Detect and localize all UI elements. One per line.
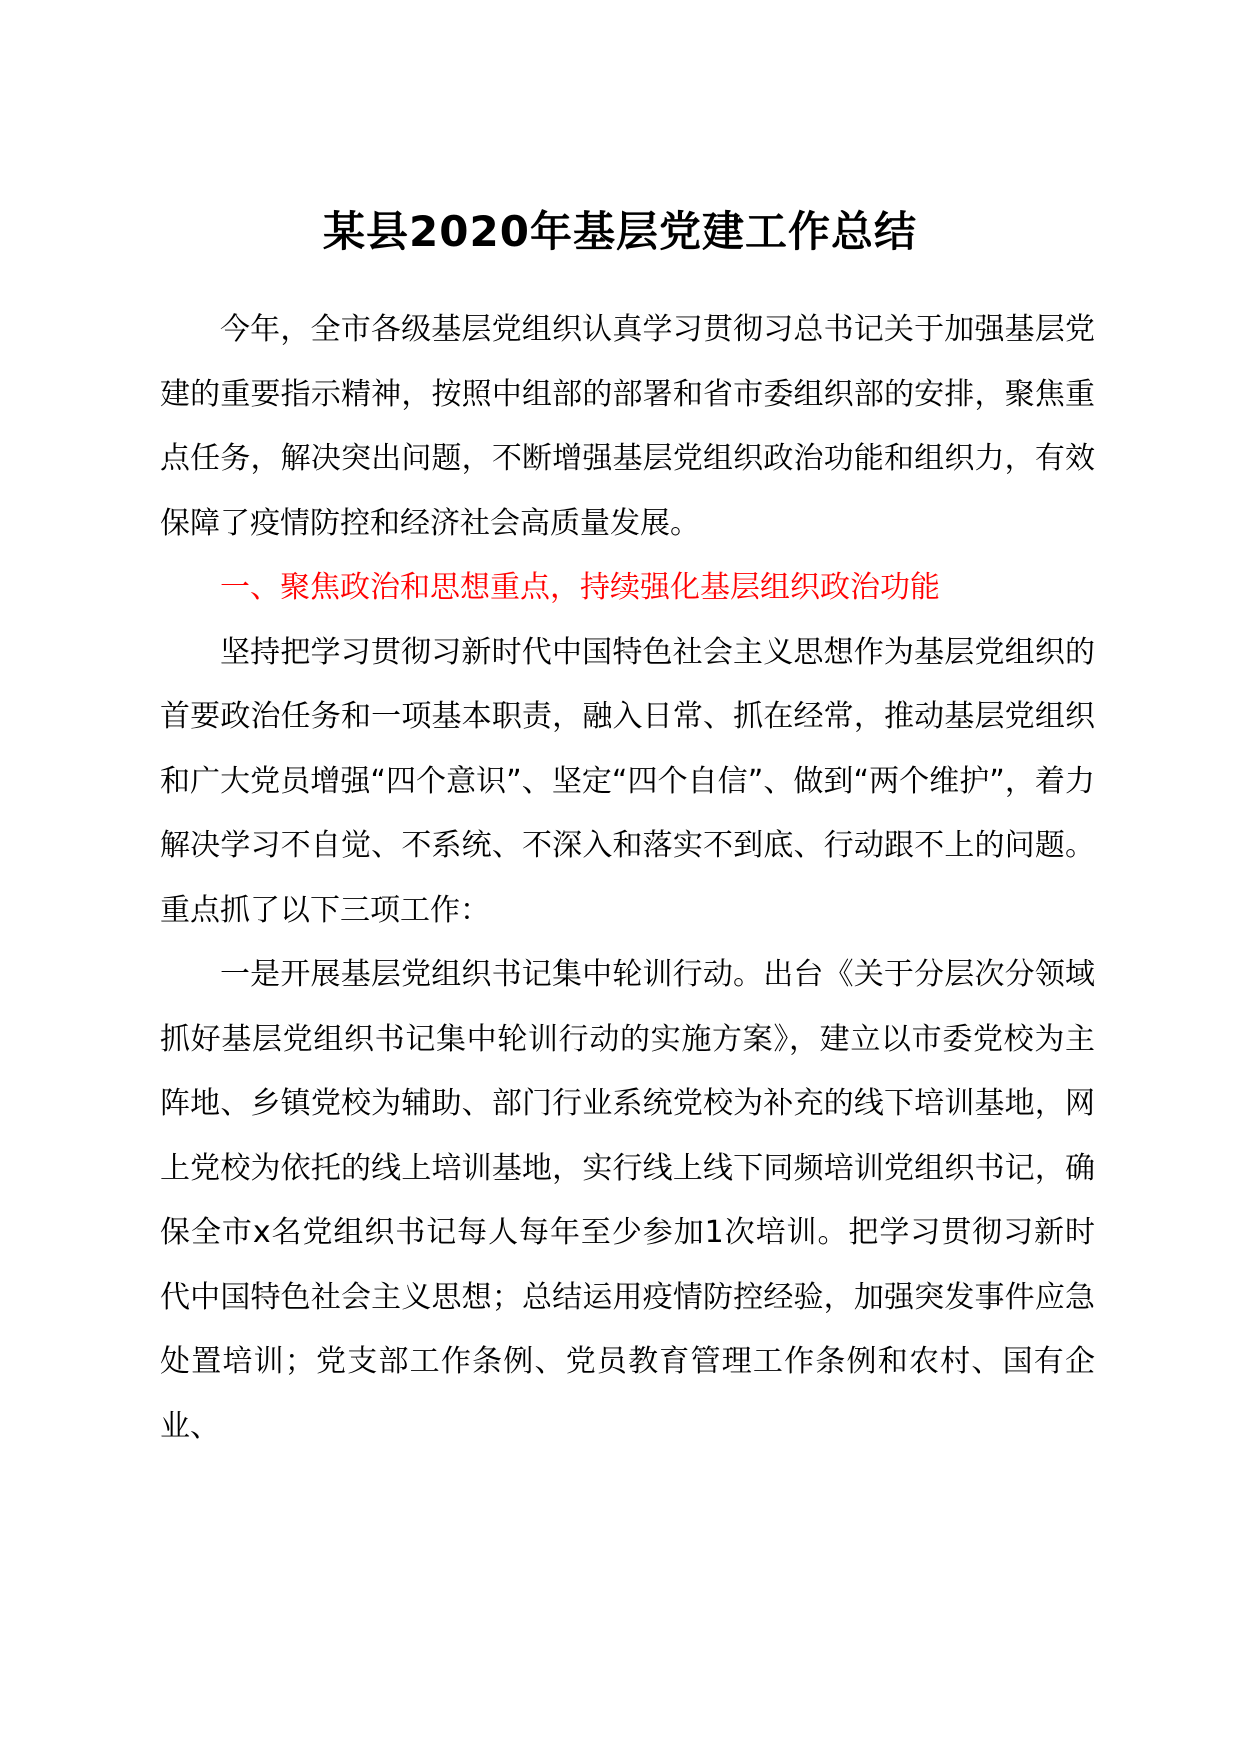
- section-1-paragraph: 坚持把学习贯彻习新时代中国特色社会主义思想作为基层党组织的首要政治任务和一项基本职责，融入日常、抓在经常，推动基层党组织和广大党员增强“四个意识”、坚定“四个自信”、做到“两个维护”，着力解决学习不自觉、不系统、不深入和落实不到底、行动跟不上的问题。重点抓了以下三项工作：: [160, 634, 1095, 928]
- document-body: [160, 298, 1095, 1459]
- document-title: 某县2020年基层党建工作总结: [323, 207, 917, 256]
- section-1-item-1-paragraph: 一是开展基层党组织书记集中轮训行动。出台《关于分层次分领域抓好基层党组织书记集中轮训行动的实施方案》，建立以市委党校为主阵地、乡镇党校为辅助、部门行业系统党校为补充的线下培训基地，网上党校为依托的线上培训基地，实行线上线下同频培训党组织书记，确保全市x名党组织书记每人每年至少参加1次培训。把学习贯彻习新时代中国特色社会主义思想；总结运用疫情防控经验，加强突发事件应急处置培训；党支部工作条例、党员教育管理工作条例和农村、国有企业、: [160, 957, 1095, 1444]
- section-heading-1: 一、聚焦政治和思想重点，持续强化基层组织政治功能: [220, 570, 940, 605]
- intro-paragraph: 今年，全市各级基层党组织认真学习贯彻习总书记关于加强基层党建的重要指示精神，按照中组部的部署和省市委组织部的安排，聚焦重点任务，解决突出问题，不断增强基层党组织政治功能和组织力，有效保障了疫情防控和经济社会高质量发展。: [160, 312, 1095, 541]
